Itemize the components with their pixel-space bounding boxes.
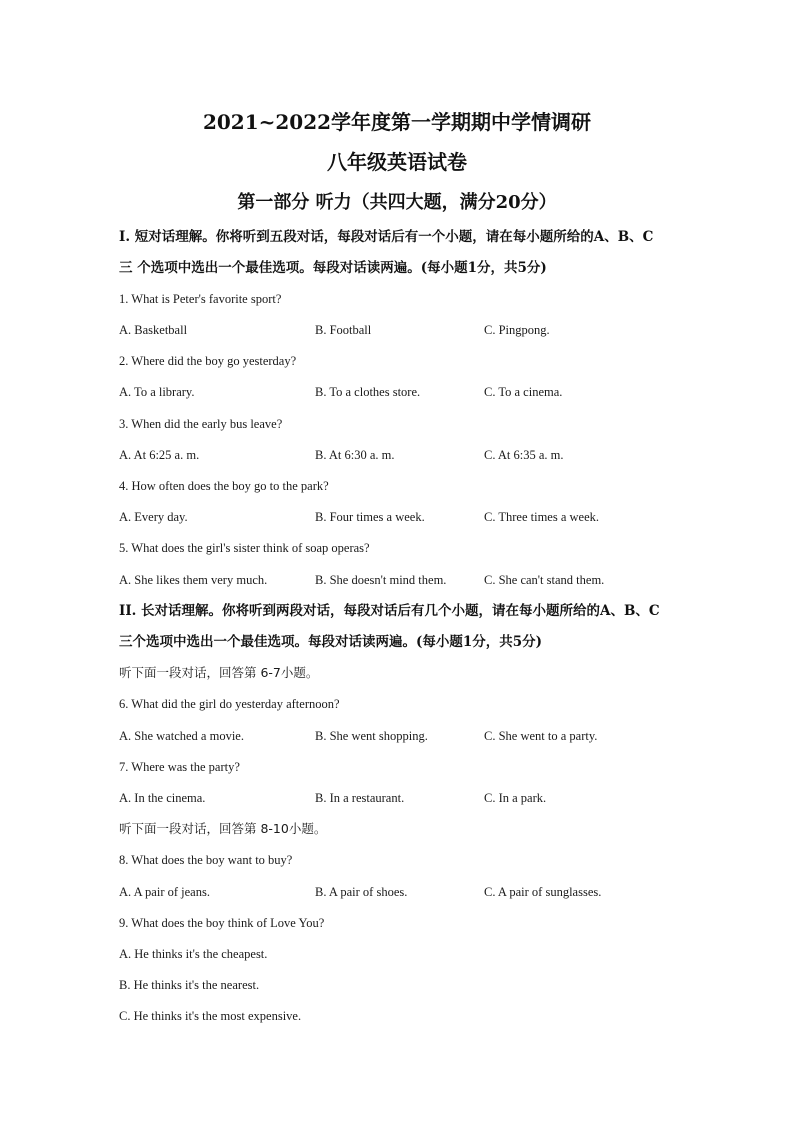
option-2c: C. To a cinema. (484, 385, 563, 399)
option-9c: C. He thinks it's the most expensive. (119, 1009, 302, 1023)
question-7: 7. Where was the party? (119, 760, 240, 774)
dialog1-intro: 听下面一段对话，回答第 6-7小题。 (119, 665, 319, 680)
option-3a: A. At 6:25 a. m. (119, 448, 200, 462)
question-5: 5. What does the girl's sister think of soap operas? (119, 541, 370, 555)
option-1a: A. Basketball (119, 323, 188, 337)
option-1c: C. Pingpong. (484, 323, 550, 337)
option-5a: A. She likes them very much. (119, 573, 268, 587)
option-4c: C. Three times a week. (484, 510, 600, 524)
option-6a: A. She watched a movie. (119, 729, 244, 743)
option-7a: A. In the cinema. (119, 791, 206, 805)
option-5b: B. She doesn't mind them. (315, 573, 447, 587)
option-2a: A. To a library. (119, 385, 195, 399)
option-7c: C. In a park. (484, 791, 547, 805)
question-1-options (0, 322, 794, 338)
section2-instruction-line1: II. 长对话理解。你将听到两段对话，每段对话后有几个小题，请在每小题所给的A、B、C (119, 603, 660, 619)
section2-instruction-line2: 三个选项中选出一个最佳选项。每段对话读两遍。(每小题1分，共5分) (119, 634, 543, 650)
option-6c: C. She went to a party. (484, 729, 598, 743)
option-2b: B. To a clothes store. (315, 385, 421, 399)
section1-instruction-line2: 三 个选项中选出一个最佳选项。每段对话读两遍。(每小题1分，共5分) (119, 260, 547, 276)
question-4: 4. How often does the boy go to the park? (119, 479, 329, 493)
exam-title: 2021~2022学年度第一学期期中学情调研 (202, 110, 592, 134)
question-2: 2. Where did the boy go yesterday? (119, 354, 297, 368)
section1-instruction-line1: I. 短对话理解。你将听到五段对话，每段对话后有一个小题，请在每小题所给的A、B、C (119, 229, 654, 245)
option-9a: A. He thinks it's the cheapest. (119, 947, 268, 961)
option-7b: B. In a restaurant. (315, 791, 405, 805)
option-3b: B. At 6:30 a. m. (315, 448, 395, 462)
question-6: 6. What did the girl do yesterday afternoon? (119, 697, 340, 711)
option-5c: C. She can't stand them. (484, 573, 605, 587)
question-2-options (0, 384, 794, 400)
question-9: 9. What does the boy think of Love You? (119, 916, 325, 930)
option-4a: A. Every day. (119, 510, 188, 524)
question-4-options (0, 509, 794, 525)
option-1b: B. Football (315, 323, 372, 337)
question-6-options (0, 728, 794, 744)
option-6b: B. She went shopping. (315, 729, 428, 743)
option-9b: B. He thinks it's the nearest. (119, 978, 260, 992)
option-8b: B. A pair of shoes. (315, 885, 408, 899)
option-8c: C. A pair of sunglasses. (484, 885, 602, 899)
question-3-options (0, 447, 794, 463)
exam-subtitle: 八年级英语试卷 (327, 150, 467, 174)
option-8a: A. A pair of jeans. (119, 885, 210, 899)
question-1: 1. What is Peter's favorite sport? (119, 292, 282, 306)
part-title: 第一部分 听力（共四大题，满分20分） (237, 192, 557, 213)
question-7-options (0, 790, 794, 806)
dialog2-intro: 听下面一段对话，回答第 8-10小题。 (119, 821, 327, 836)
option-3c: C. At 6:35 a. m. (484, 448, 564, 462)
question-8-options (0, 884, 794, 900)
option-4b: B. Four times a week. (315, 510, 425, 524)
question-8: 8. What does the boy want to buy? (119, 853, 293, 867)
question-5-options (0, 572, 794, 588)
question-3: 3. When did the early bus leave? (119, 417, 283, 431)
